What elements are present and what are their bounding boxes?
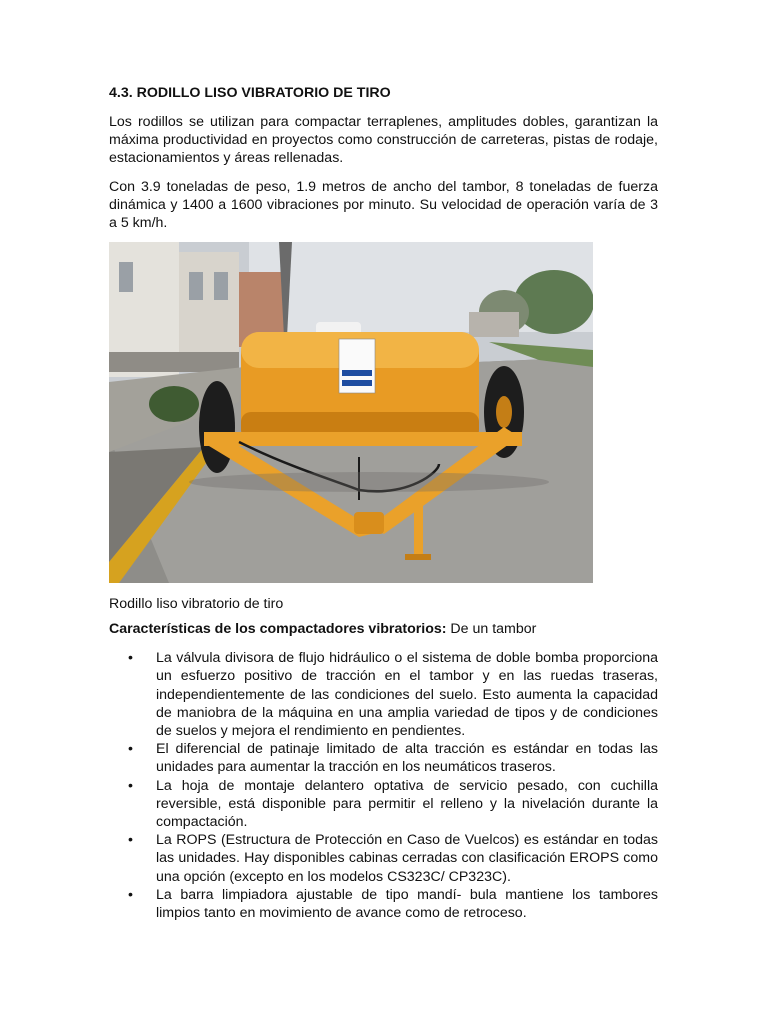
bullet-marker: • [128, 886, 133, 903]
bullet-marker: • [128, 777, 133, 794]
features-list [109, 649, 658, 922]
list-item [109, 777, 658, 832]
list-item-text: El diferencial de patinaje limitado de alta tracción es estándar en todas las unidades para aumentar la tracción en los neumáticos traseros. [156, 741, 658, 776]
intro-paragraph: Los rodillos se utilizan para compactar terraplenes, amplitudes dobles, garantizan la máxima productividad en proyectos como construcción de carreteras, pistas de rodaje, estacionamientos y áreas rellenadas. [109, 114, 658, 167]
list-item [109, 649, 658, 740]
list-item [109, 886, 658, 922]
section-title: 4.3. RODILLO LISO VIBRATORIO DE TIRO [109, 85, 391, 101]
list-item-text: La barra limpiadora ajustable de tipo mandí- bula mantiene los tambores limpios tanto en movimiento de avance como de retroceso. [156, 886, 658, 922]
features-rest: De un tambor [446, 621, 537, 638]
list-item [109, 740, 658, 776]
features-line [109, 620, 658, 638]
towed-roller-photo [109, 242, 593, 583]
bullet-marker: • [128, 650, 133, 667]
features-label: Características de los compactadores vibratorios: [109, 621, 447, 638]
list-item [109, 831, 658, 886]
list-item-text: La válvula divisora de flujo hidráulico o el sistema de doble bomba proporciona un esfuerzo positivo de tracción en el tambor y en las ruedas traseras, independientemente de las condiciones del suelo. Esto aumenta la capacidad de maniobra de la máquina en una amplia variedad de tipos y de condiciones de suelos y mejora el rendimiento en pendientes. [156, 650, 658, 740]
photo-caption: Rodillo liso vibratorio de tiro [109, 596, 284, 613]
bullet-marker: • [128, 832, 133, 849]
list-item-text: La hoja de montaje delantero optativa de servicio pesado, con cuchilla reversible, está disponible para permitir el relleno y la nivelación durante la compactación. [156, 777, 658, 831]
specs-paragraph: Con 3.9 toneladas de peso, 1.9 metros de ancho del tambor, 8 toneladas de fuerza dinámica y 1400 a 1600 vibraciones por minuto. Su velocidad de operación varía de 3 a 5 km/h. [109, 178, 658, 232]
bullet-marker: • [128, 741, 133, 758]
document-page [109, 84, 658, 922]
list-item-text: La ROPS (Estructura de Protección en Caso de Vuelcos) es estándar en todas las unidades. Hay disponibles cabinas cerradas con clasificación EROPS como una opción (excepto en los modelos CS323C/ CP323C). [156, 832, 658, 885]
